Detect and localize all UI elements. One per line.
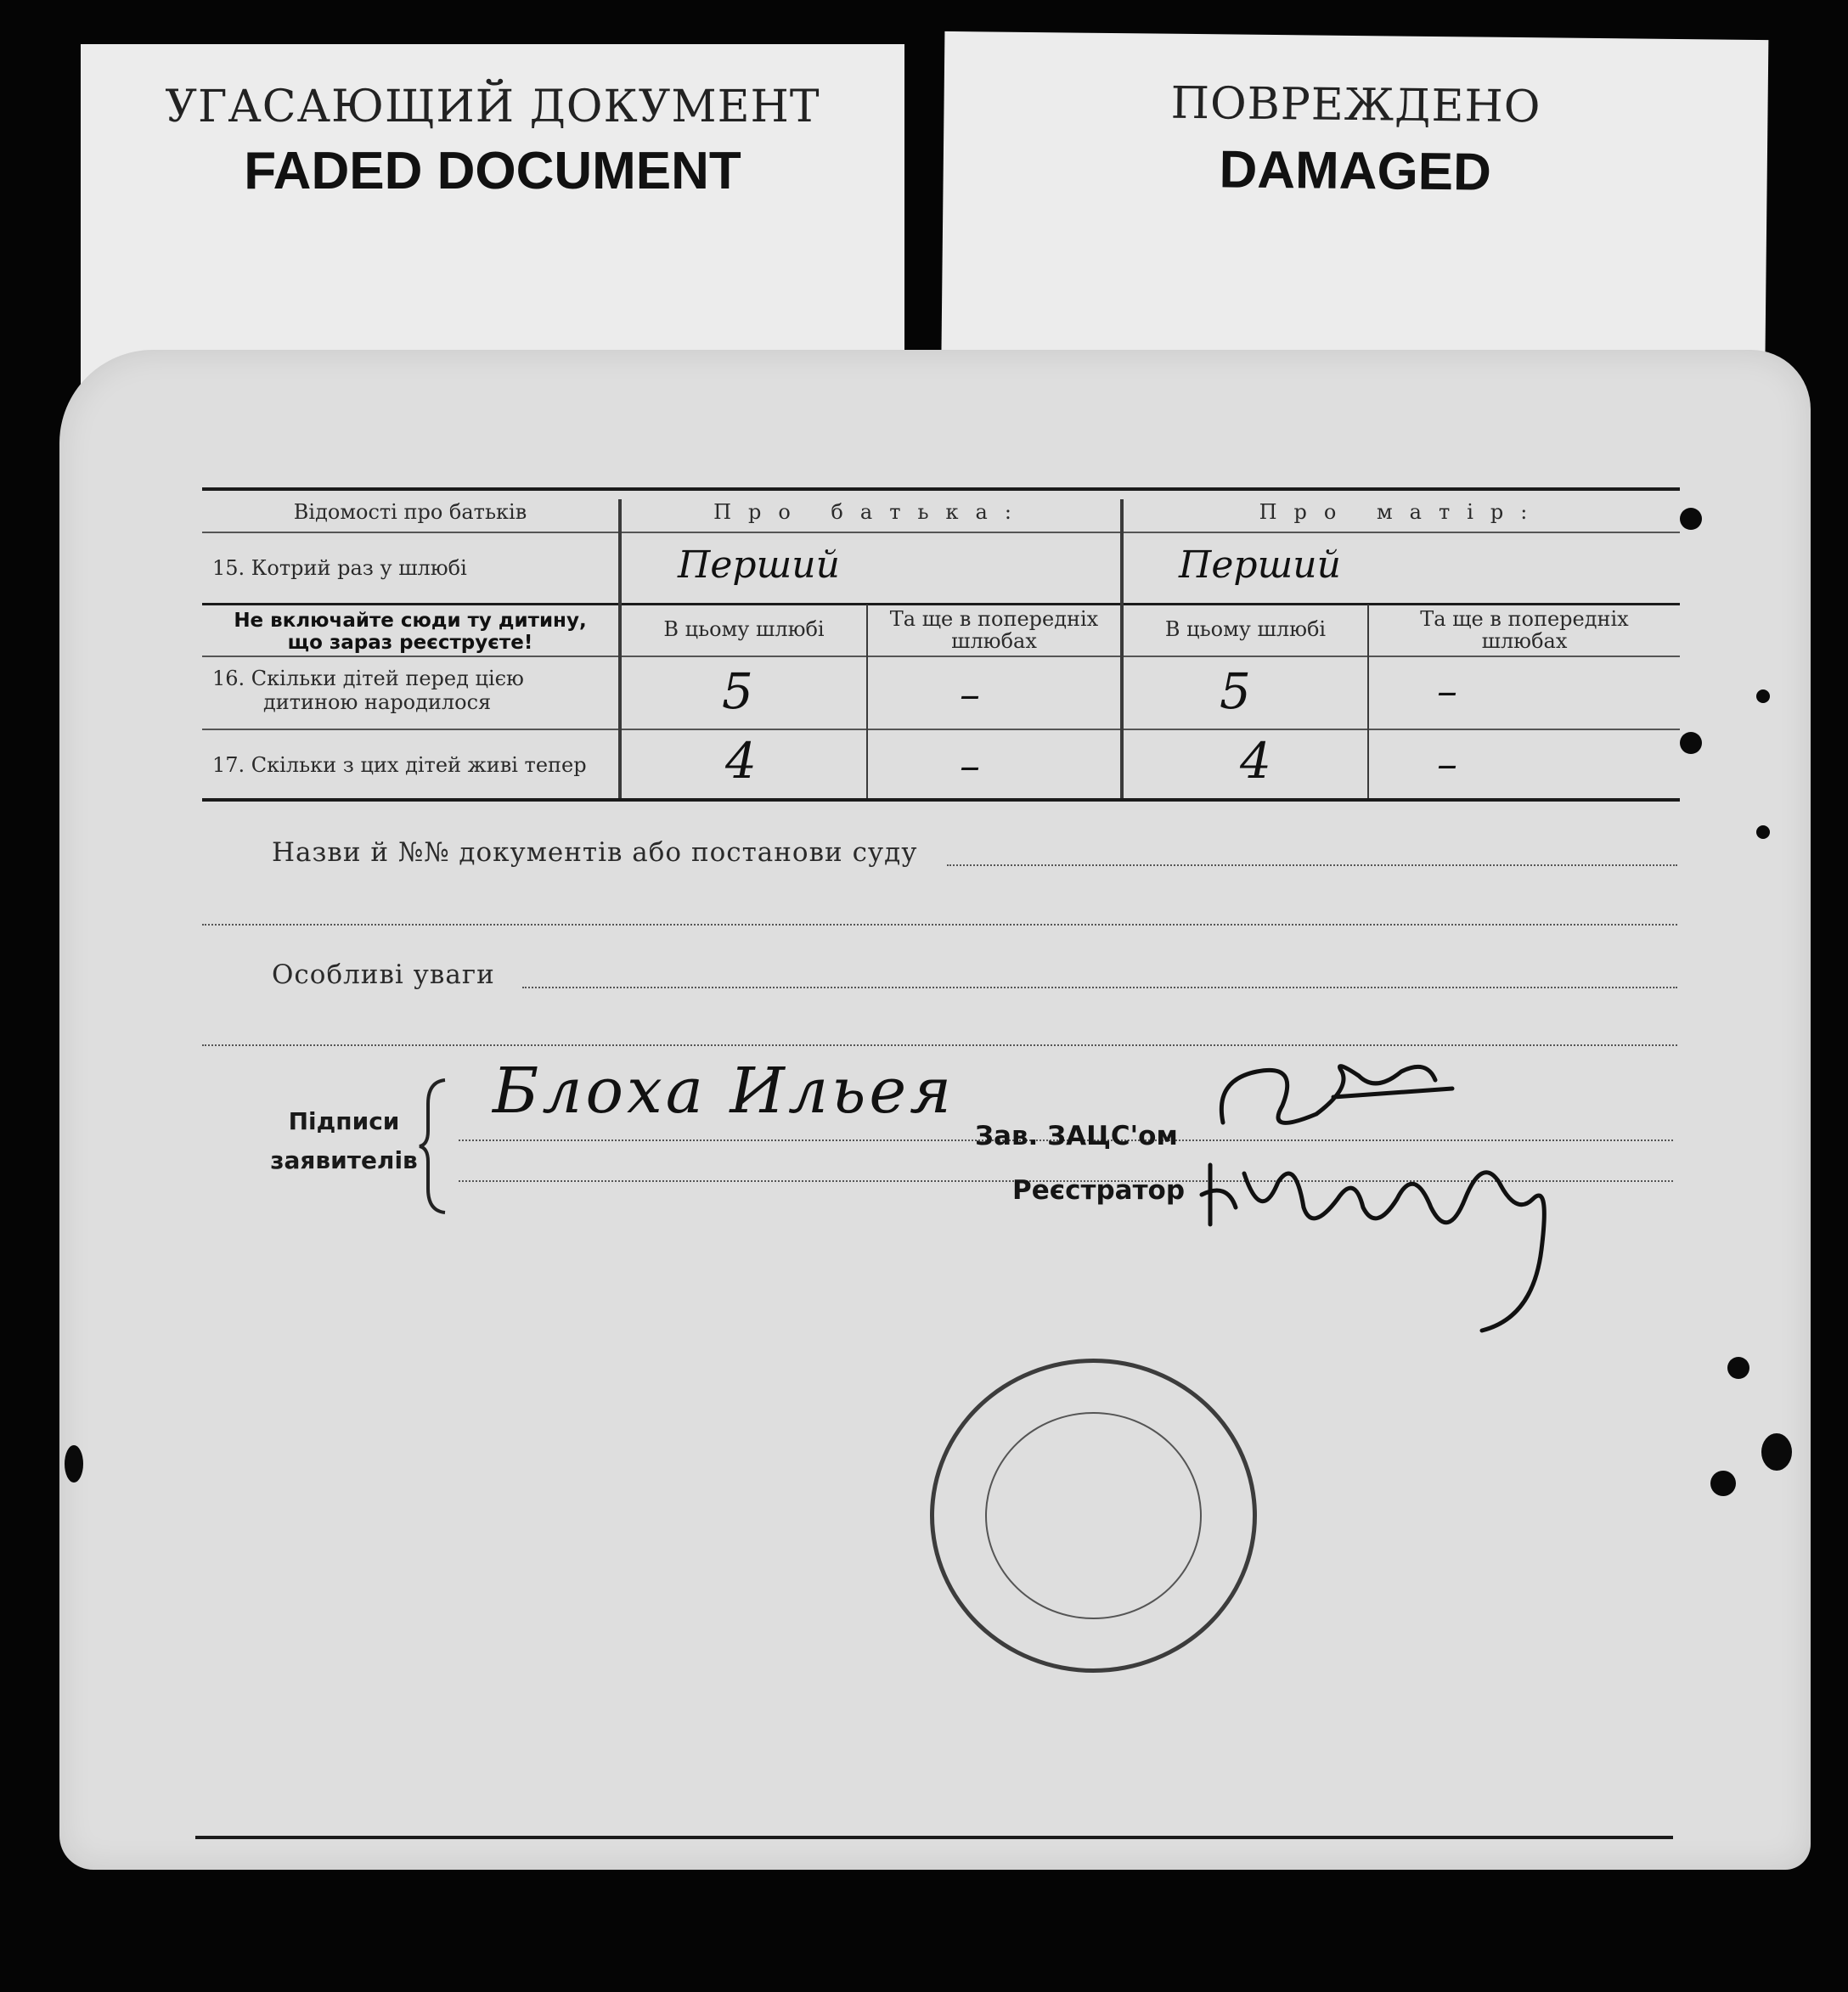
- subheader-father-prev-line2: шлюбах: [951, 629, 1037, 653]
- signature-brace: [416, 1078, 450, 1214]
- documents-field-line: [202, 924, 1677, 926]
- table-top-rule: [202, 487, 1680, 491]
- table-line: [202, 532, 1680, 533]
- row16-father-this: 5: [722, 662, 753, 720]
- subheader-mother-prev-line2: шлюбах: [1481, 629, 1568, 653]
- table-line: [202, 729, 1680, 730]
- registrar-label: Реєстратор: [1012, 1175, 1186, 1206]
- applicant-signature: Блоха Ильея: [493, 1055, 955, 1128]
- remarks-field-line: [202, 1044, 1677, 1046]
- remarks-field-line: [522, 987, 1677, 988]
- binding-hole: [1727, 1357, 1749, 1379]
- card-title-ru: ПОВРЕЖДЕНО: [1170, 77, 1541, 133]
- subheader-mother-prev-line1: Та ще в попередніх: [1420, 607, 1629, 631]
- faded-document-card: [81, 44, 904, 401]
- row17-father-this: 4: [725, 732, 757, 790]
- row16-mother-prev: –: [1437, 667, 1457, 715]
- documents-field-label: Назви й №№ документів або постанови суду: [272, 837, 918, 868]
- row15-father-value: Перший: [678, 543, 840, 587]
- table-bottom-rule: [202, 798, 1680, 802]
- binding-hole: [1680, 732, 1702, 754]
- subheader-father-prev-line1: Та ще в попередніх: [889, 607, 1099, 631]
- official-stamp: [930, 1359, 1257, 1673]
- row16-label-line1: 16. Скільки дітей перед цією: [212, 667, 524, 690]
- subheader-mother-this: В цьому шлюбі: [1164, 617, 1327, 641]
- row16-mother-this: 5: [1220, 662, 1251, 720]
- card-title-ru: УГАСАЮЩИЙ ДОКУМЕНТ: [165, 82, 820, 132]
- row15-mother-value: Перший: [1179, 543, 1341, 587]
- applicants-label-line2: заявителів: [270, 1146, 418, 1174]
- binding-hole: [1756, 825, 1770, 839]
- row16-label-line2: дитиною народилося: [263, 690, 492, 714]
- row17-mother-this: 4: [1240, 732, 1271, 790]
- documents-field-line: [947, 864, 1677, 866]
- registrar-head-signature: [1206, 1055, 1461, 1148]
- binding-hole: [1680, 508, 1702, 530]
- row16-father-prev: –: [960, 671, 980, 718]
- subheader-father-this: В цьому шлюбі: [663, 617, 825, 641]
- binding-hole: [1761, 1433, 1792, 1471]
- header-father: Про батька:: [713, 500, 1028, 524]
- card-title-en: FADED DOCUMENT: [244, 142, 741, 200]
- registrar-signature: [1193, 1148, 1592, 1335]
- row17-label: 17. Скільки з цих дітей живі тепер: [212, 753, 587, 777]
- card-title-en: DAMAGED: [1219, 140, 1492, 202]
- table-divider: [1120, 499, 1124, 798]
- row15-label: 15. Котрий раз у шлюбі: [212, 556, 467, 580]
- header-mother: Про матір:: [1259, 500, 1545, 524]
- remarks-field-label: Особливі уваги: [272, 959, 495, 990]
- binding-hole: [1756, 689, 1770, 703]
- applicants-label-line1: Підписи: [288, 1107, 400, 1135]
- registrar-head-label: Зав. ЗАЦС'ом: [975, 1121, 1178, 1151]
- document-sheet: [59, 350, 1811, 1870]
- stamp-inner-ring: [985, 1412, 1202, 1619]
- row17-mother-prev: –: [1437, 740, 1457, 788]
- table-rule: [202, 603, 1680, 605]
- subheader-note-line2: що зараз реєструєте!: [287, 632, 533, 654]
- binding-hole: [65, 1445, 83, 1483]
- subheader-note-line1: Не включайте сюди ту дитину,: [234, 610, 587, 632]
- table-line: [202, 656, 1680, 657]
- row17-father-prev: –: [960, 742, 980, 790]
- binding-hole: [1710, 1471, 1736, 1496]
- page-bottom-rule: [195, 1836, 1673, 1839]
- header-parents-info: Відомості про батьків: [293, 500, 527, 524]
